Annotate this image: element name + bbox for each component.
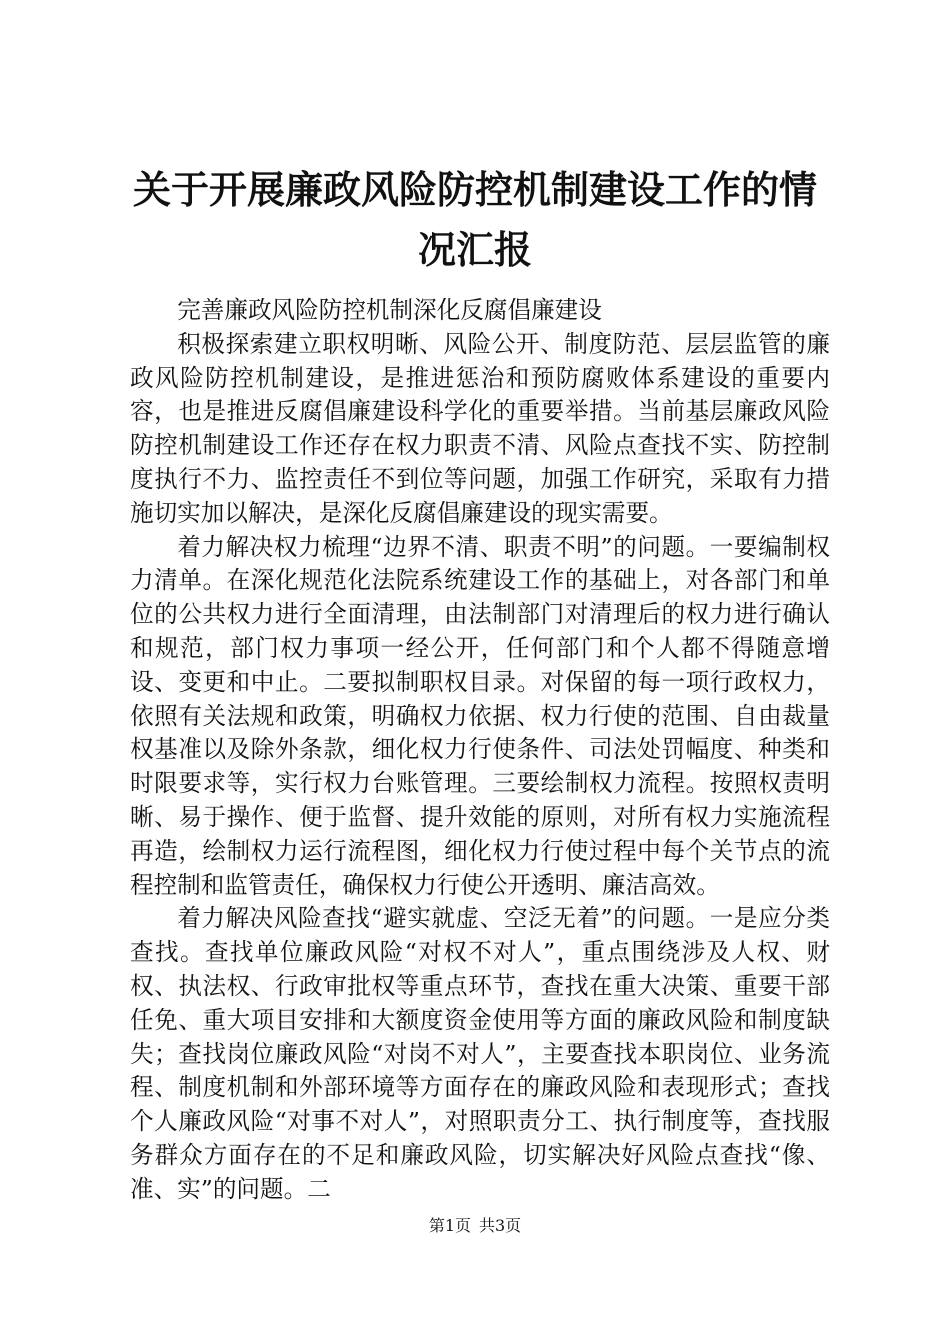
page-number: 第1页	[428, 1216, 471, 1235]
body-paragraph: 着力解决权力梳理“边界不清、职责不明”的问题。一要编制权力清单。在深化规范化法院系统建设工作的基础上，对各部门和单位的公共权力进行全面清理，由法制部门对清理后的权力进行确认和规范，部门权力事项一经公开，任何部门和个人都不得随意增设、变更和中止。二要拟制职权目录。对保留的每一项行政权力，依照有关法规和政策，明确权力依据、权力行使的范围、自由裁量权基准以及除外条款，细化权力行使条件、司法处罚幅度、种类和时限要求等，实行权力台账管理。三要绘制权力流程。按照权责明晰、易于操作、便于监督、提升效能的原则，对所有权力实施流程再造，绘制权力运行流程图，细化权力行使过程中每个关节点的流程控制和监管责任，确保权力行使公开透明、廉洁高效。	[130, 532, 830, 899]
document-body	[130, 294, 830, 1207]
page-footer	[0, 1214, 950, 1238]
document-title: 关于开展廉政风险防控机制建设工作的情况汇报	[132, 167, 817, 272]
body-paragraph: 着力解决风险查找“避实就虚、空泛无着”的问题。一是应分类查找。查找单位廉政风险“对权不对人”，重点围绕涉及人权、财权、执法权、行政审批权等重点环节，查找在重大决策、重要干部任免、重大项目安排和大额度资金使用等方面的廉政风险和制度缺失；查找岗位廉政风险“对岗不对人”，主要查找本职岗位、业务流程、制度机制和外部环境等方面存在的廉政风险和表现形式；查找个人廉政风险“对事不对人”，对照职责分工、执行制度等，查找服务群众方面存在的不足和廉政风险，切实解决好风险点查找“像、准、实”的问题。二	[130, 904, 830, 1203]
subtitle-paragraph: 完善廉政风险防控机制深化反腐倡廉建设	[177, 296, 602, 324]
page-total: 共3页	[479, 1216, 522, 1235]
body-paragraph: 积极探索建立职权明晰、风险公开、制度防范、层层监管的廉政风险防控机制建设，是推进惩治和预防腐败体系建设的重要内容，也是推进反腐倡廉建设科学化的重要举措。当前基层廉政风险防控机制建设工作还存在权力职责不清、风险点查找不实、防控制度执行不力、监控责任不到位等问题，加强工作研究，采取有力措施切实加以解决，是深化反腐倡廉建设的现实需要。	[130, 329, 830, 527]
